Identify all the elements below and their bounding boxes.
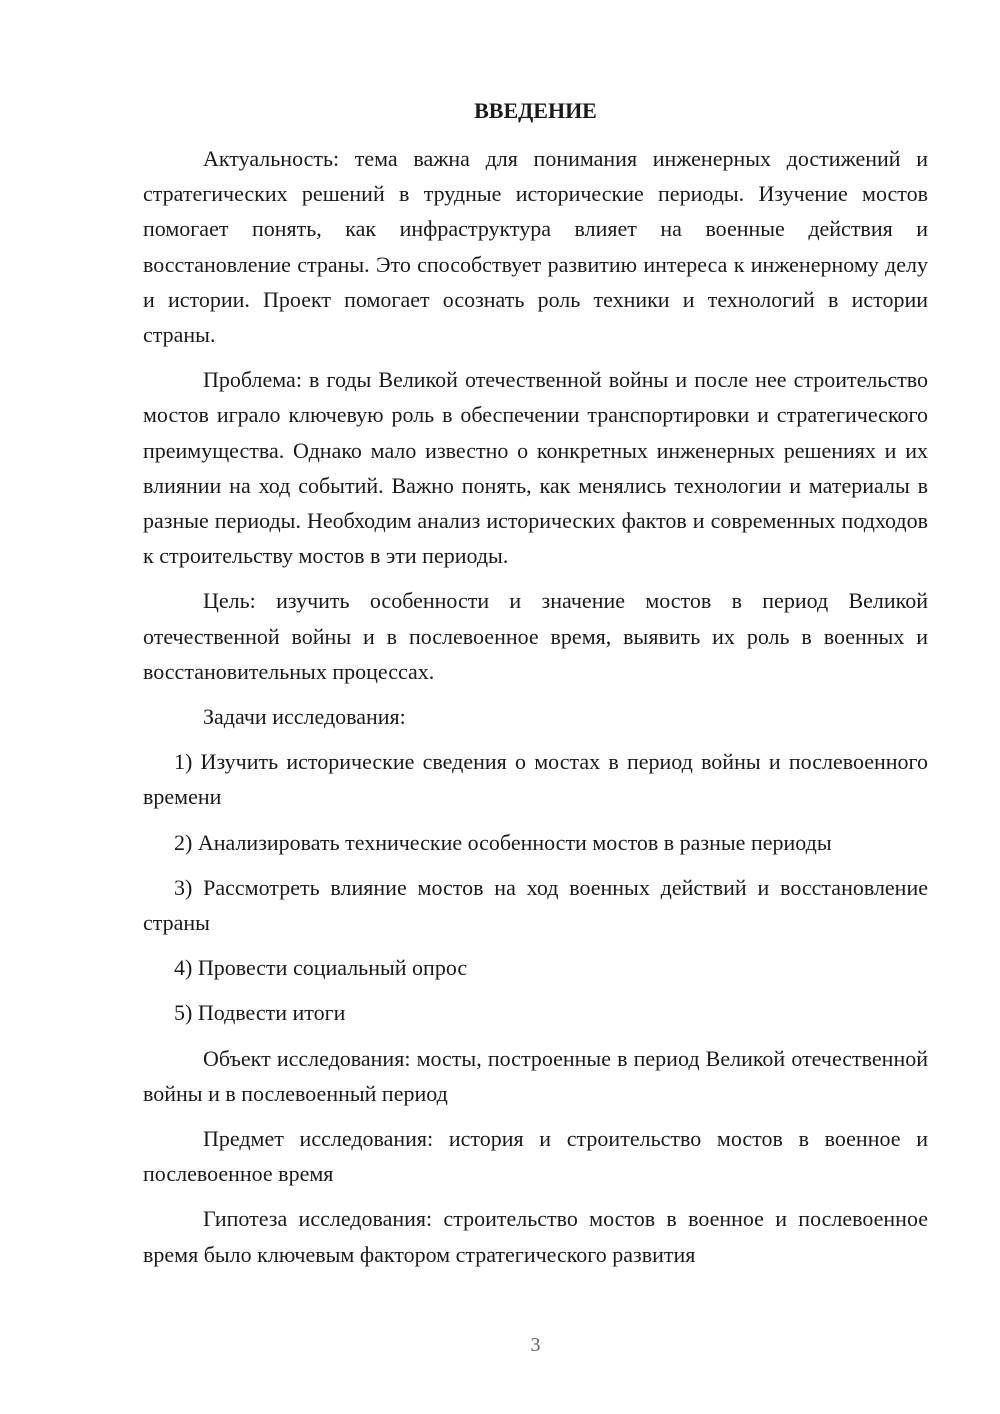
- paragraph-subject: Предмет исследования: история и строительство мостов в военное и послевоенное время: [143, 1126, 928, 1187]
- paragraph-object: Объект исследования: мосты, построенные в период Великой отечественной войны и в послевоенный период: [143, 1045, 928, 1106]
- page-number: 3: [530, 1334, 541, 1356]
- paragraph-relevance: Актуальность: тема важна для понимания инженерных достижений и стратегических решений в трудные исторические периоды. Изучение мостов помогает понять, как инфраструктура влияет на военные действия и восстановление страны. Это способствует развитию интереса к инженерному делу и истории. Проект помогает осознать роль техники и технологий в истории страны.: [143, 146, 928, 348]
- task-item-5: 5) Подвести итоги: [174, 1000, 346, 1026]
- paragraph-goal: Цель: изучить особенности и значение мостов в период Великой отечественной войны и в послевоенное время, выявить их роль в военных и восстановительных процессах.: [143, 588, 928, 684]
- paragraph-hypothesis: Гипотеза исследования: строительство мостов в военное и послевоенное время было ключевым фактором стратегического развития: [143, 1206, 928, 1267]
- page-title: ВВЕДЕНИЕ: [474, 98, 597, 123]
- task-item-4: 4) Провести социальный опрос: [174, 955, 468, 981]
- task-item-1: 1) Изучить исторические сведения о мостах в период войны и послевоенного времени: [143, 749, 928, 810]
- tasks-heading: Задачи исследования:: [203, 704, 406, 730]
- document-body: [143, 141, 928, 1282]
- paragraph-problem: Проблема: в годы Великой отечественной войны и после нее строительство мостов играло ключевую роль в обеспечении транспортировки и стратегического преимущества. Однако мало известно о конкретных инженерных решениях и их влиянии на ход событий. Важно понять, как менялись технологии и материалы в разные периоды. Необходим анализ исторических фактов и современных подходов к строительству мостов в эти периоды.: [143, 367, 928, 569]
- task-item-3: 3) Рассмотреть влияние мостов на ход военных действий и восстановление страны: [143, 874, 928, 936]
- task-item-2: 2) Анализировать технические особенности мостов в разные периоды: [174, 829, 832, 855]
